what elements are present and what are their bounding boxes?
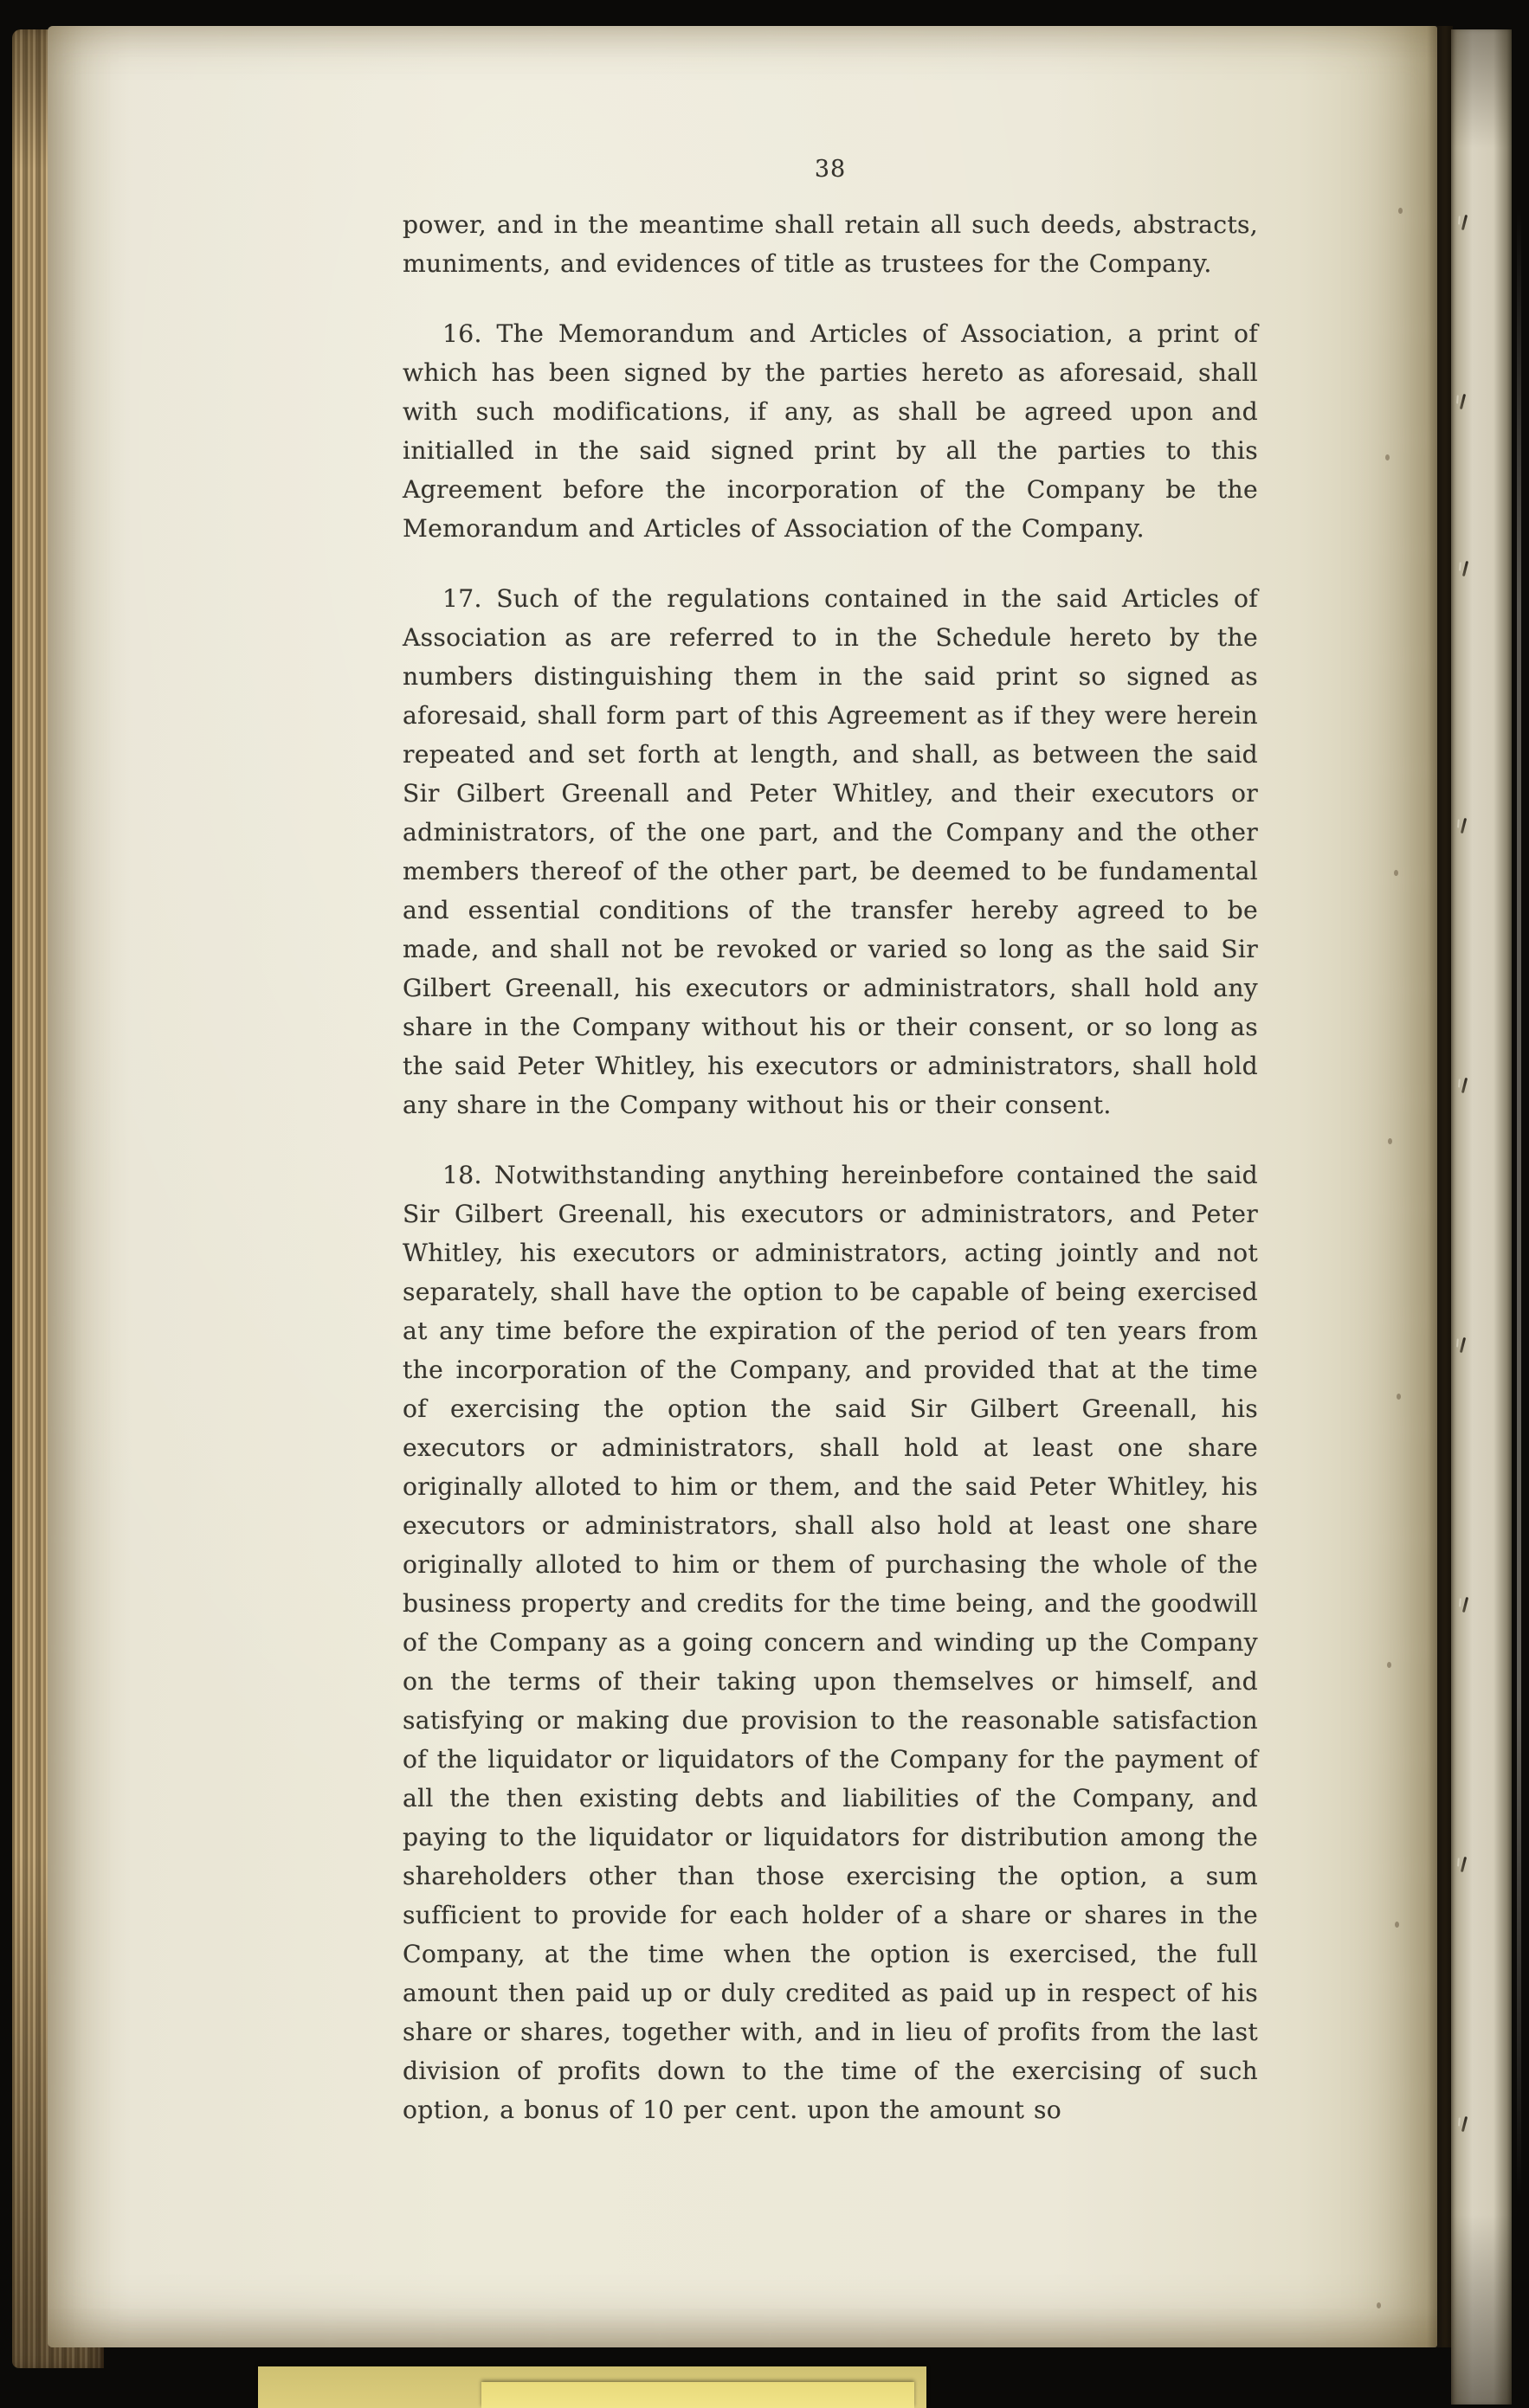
ink-speck: [1388, 1138, 1392, 1144]
next-page-edge: [1451, 29, 1512, 2405]
paragraph-clause-16: 16. The Memorandum and Articles of Association, a print of which has been signed by the parties hereto as aforesaid, shall with such modifications, if any, as shall be agreed upon and initialled in the said signed print by all the parties to this Agreement before the incorporation of the Company be the Memorandum and Articles of Association of the Company.: [403, 319, 1258, 543]
page-number: 38: [814, 156, 847, 183]
sticky-note-bright: [481, 2382, 914, 2408]
ink-speck: [1377, 2302, 1381, 2308]
ink-speck: [1395, 1922, 1399, 1928]
paragraph-clause-18: 18. Notwithstanding anything hereinbefore contained the said Sir Gilbert Greenall, his executors or administrators, and Peter Whitley, his executors or administrators, acting jointly and not separately, shall have the option to be capable of being exercised at any time before the expiration of the period of ten years from the incorporation of the Company, and provided that at the time of exercising the option the said Sir Gilbert Greenall, his executors or administrators, shall hold at least one share originally alloted to him or them, and the said Peter Whitley, his executors or administrators, shall also hold at least one share originally alloted to him or them of purchasing the whole of the business property and credits for the time being, and the goodwill of the Company as a going concern and winding up the Company on the terms of their taking upon themselves or himself, and satisfying or making due provision to the reasonable satisfaction of the liquidator or liquidators of the Company for the payment of all the then existing debts and liabilities of the Company, and paying to the liquidator or liquidators for distribution among the shareholders other than those exercising the option, a sum sufficient to provide for each holder of a share or shares in the Company, at the time when the option is exercised, the full amount then paid up or duly credited as paid up in respect of his share or shares, together with, and in lieu of profits from the last division of profits down to the time of the exercising of such option, a bonus of 10 per cent. upon the amount so: [403, 1161, 1258, 2124]
ink-speck: [1394, 870, 1398, 876]
ink-speck: [1397, 1394, 1401, 1400]
ink-speck: [1387, 1662, 1391, 1668]
paragraph-clause-17: 17. Such of the regulations contained in the said Articles of Association as are referred to in the Schedule hereto by the numbers distinguishing them in the said print so signed as aforesaid, shall form part of this Agreement as if they were herein repeated and set forth at length, and shall, as between the said Sir Gilbert Greenall and Peter Whitley, and their executors or administrators, of the one part, and the Company and the other members thereof of the other part, be deemed to be fundamental and essential conditions of the transfer hereby agreed to be made, and shall not be revoked or varied so long as the said Sir Gilbert Greenall, his executors or administrators, shall hold any share in the Company without his or their consent, or so long as the said Peter Whitley, his executors or administrators, shall hold any share in the Company without his or their consent.: [403, 584, 1258, 1119]
spine-highlight: [1517, 208, 1521, 2199]
ink-speck: [1385, 454, 1390, 460]
book-gutter-shadow: [1427, 26, 1453, 2347]
ink-speck: [1398, 208, 1403, 214]
text-block: [403, 156, 1258, 2129]
paragraph-continuation: power, and in the meantime shall retain all such deeds, abstracts, muniments, and evidences of title as trustees for the Company.: [403, 210, 1258, 278]
document-page: [48, 26, 1437, 2347]
